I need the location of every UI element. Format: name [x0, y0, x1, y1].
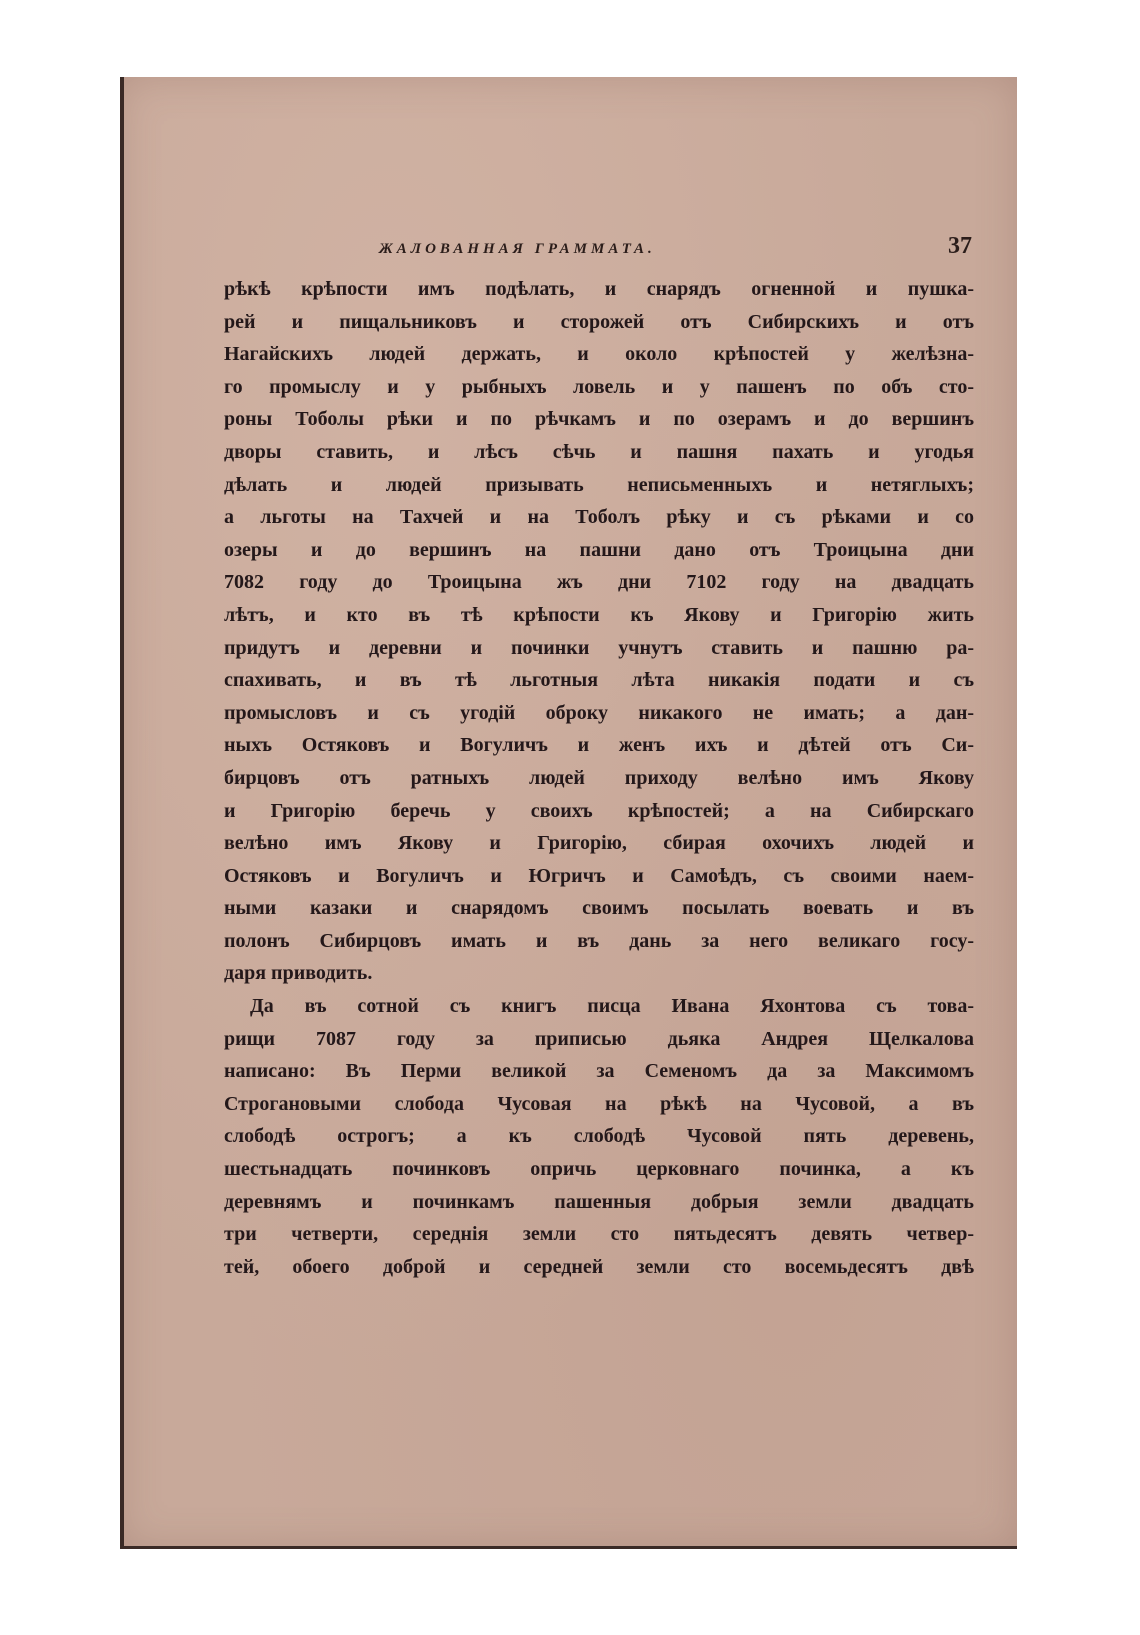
text-line: даря приводить. — [224, 962, 373, 985]
text-line: слободѣ острогъ; а къ слободѣ Чусовой пять деревень, — [224, 1125, 974, 1148]
text-line: дѣлать и людей призывать неписьменныхъ и нетяглыхъ; — [224, 473, 974, 496]
running-title: ЖАЛОВАННАЯ ГРАММАТА. — [379, 241, 656, 257]
book-page — [120, 77, 1017, 1549]
text-line: ными казаки и снарядомъ своимъ посылать воевать и въ — [224, 897, 974, 920]
text-line: промысловъ и съ угодій оброку никакого не имать; а дан- — [224, 701, 974, 724]
text-line: и Григорію беречь у своихъ крѣпостей; а на Сибирскаго — [224, 799, 974, 822]
text-line: 7082 году до Троицына жъ дни 7102 году на двадцать — [224, 571, 974, 594]
text-line: ныхъ Остяковъ и Вогуличъ и женъ ихъ и дѣтей отъ Си- — [224, 734, 974, 757]
text-line: шестьнадцать починковъ опричь церковнаго починка, а къ — [224, 1158, 974, 1181]
text-line: Нагайскихъ людей держать, и около крѣпостей у желѣзна- — [224, 343, 974, 366]
text-line: тей, обоего доброй и середней земли сто восемьдесятъ двѣ — [224, 1255, 974, 1278]
text-line: роны Тоболы рѣки и по рѣчкамъ и по озерамъ и до вершинъ — [224, 408, 974, 431]
page-number: 37 — [948, 233, 972, 259]
page-header — [224, 235, 974, 265]
text-line: велѣно имъ Якову и Григорію, сбирая охочихъ людей и — [224, 832, 974, 855]
body-text — [224, 273, 974, 1283]
text-line: Остяковъ и Вогуличъ и Югричъ и Самоѣдъ, съ своими наем- — [224, 864, 974, 887]
text-line: Да въ сотной съ книгъ писца Ивана Яхонтова съ това- — [250, 995, 974, 1018]
text-line: дворы ставить, и лѣсъ сѣчь и пашня пахать и угодья — [224, 440, 974, 463]
page-left-edge — [120, 77, 124, 1549]
text-line: лѣтъ, и кто въ тѣ крѣпости къ Якову и Григорію жить — [224, 603, 974, 626]
text-line: полонъ Сибирцовъ имать и въ дань за него великаго госу- — [224, 929, 974, 952]
text-line: придутъ и деревни и починки учнутъ ставить и пашню ра- — [224, 636, 974, 659]
text-line: рей и пищальниковъ и сторожей отъ Сибирскихъ и отъ — [224, 310, 974, 333]
text-line: три четверти, середнія земли сто пятьдесятъ девять четвер- — [224, 1223, 974, 1246]
text-line: рѣкѣ крѣпости имъ подѣлать, и снарядъ огненной и пушка- — [224, 278, 974, 300]
text-line: деревнямъ и починкамъ пашенныя добрыя земли двадцать — [224, 1190, 974, 1213]
text-line: бирцовъ отъ ратныхъ людей приходу велѣно имъ Якову — [224, 766, 974, 789]
text-line: озеры и до вершинъ на пашни дано отъ Троицына дни — [224, 538, 974, 561]
text-line: написано: Въ Перми великой за Семеномъ да за Максимомъ — [224, 1060, 974, 1083]
text-line: спахивать, и въ тѣ льготныя лѣта никакія подати и съ — [224, 669, 974, 692]
page-bottom-edge — [120, 1546, 1017, 1549]
text-line: го промыслу и у рыбныхъ ловель и у пашенъ по объ сто- — [224, 375, 974, 398]
text-line: рищи 7087 году за приписью дьяка Андрея Щелкалова — [224, 1027, 974, 1050]
text-line: Строгановыми слобода Чусовая на рѣкѣ на Чусовой, а въ — [224, 1092, 974, 1115]
text-line: а льготы на Тахчей и на Тоболъ рѣку и съ рѣками и со — [224, 506, 974, 529]
